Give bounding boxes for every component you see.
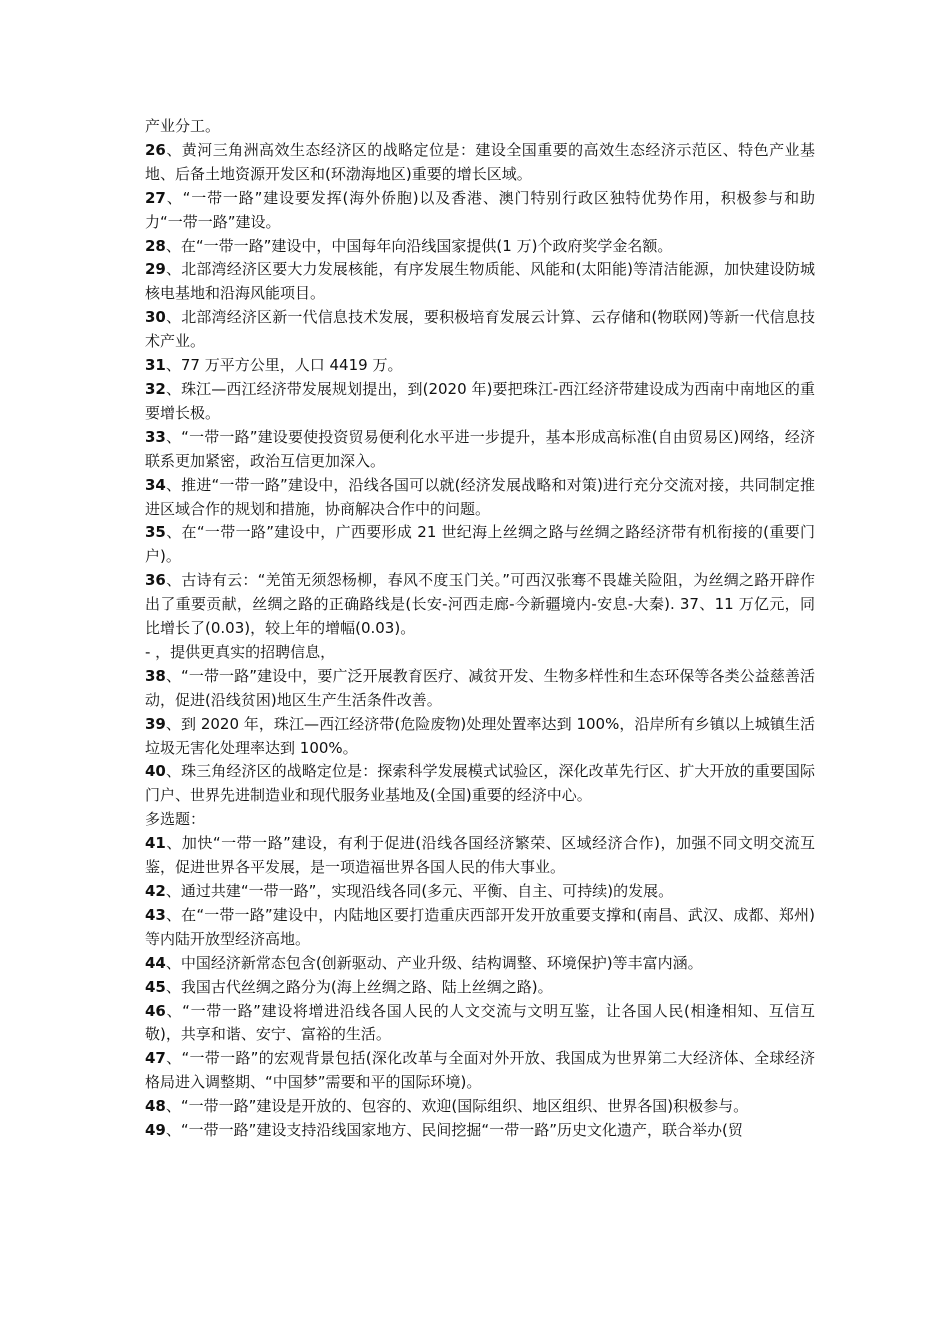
question-26: 26、黄河三角洲高效生态经济区的战略定位是：建设全国重要的高效生态经济示范区、特色产业基地、后备土地资源开发区和(环渤海地区)重要的增长区域。 (145, 140, 815, 183)
question-28: 28、在“一带一路”建设中，中国每年向沿线国家提供(1 万)个政府奖学金名额。 (145, 236, 673, 255)
document-page (145, 115, 815, 1143)
question-43: 43、在“一带一路”建设中，内陆地区要打造重庆西部开发开放重要支撑和(南昌、武汉、成都、郑州)等内陆开放型经济高地。 (145, 905, 815, 948)
section-heading-multiple-choice: 多选题： (145, 810, 206, 829)
question-44: 44、中国经济新常态包含(创新驱动、产业升级、结构调整、环境保护)等丰富内涵。 (145, 953, 703, 972)
question-47: 47、“一带一路”的宏观背景包括(深化改革与全面对外开放、我国成为世界第二大经济体、全球经济格局进入调整期、“中国梦”需要和平的国际环境)。 (145, 1049, 815, 1092)
question-39: 39、到 2020 年，珠江—西江经济带(危险废物)处理处置率达到 100%，沿岸所有乡镇以上城镇生活垃圾无害化处理率达到 100%。 (145, 714, 815, 757)
question-41: 41、加快“一带一路”建设，有利于促进(沿线各国经济繁荣、区域经济合作)，加强不同文明交流互鉴，促进世界各平发展，是一项造福世界各国人民的伟大事业。 (145, 834, 815, 877)
question-49: 49、“一带一路”建设支持沿线国家地方、民间挖掘“一带一路”历史文化遗产，联合举办(贸 (145, 1121, 743, 1140)
question-30: 30、北部湾经济区新一代信息技术发展，要积极培育发展云计算、云存储和(物联网)等新一代信息技术产业。 (145, 308, 815, 351)
question-27: 27、“一带一路”建设要发挥(海外侨胞)以及香港、澳门特别行政区独特优势作用，积极参与和助力“一带一路”建设。 (145, 188, 815, 231)
question-32: 32、珠江—西江经济带发展规划提出，到(2020 年)要把珠江-西江经济带建设成为西南中南地区的重要增长极。 (145, 379, 815, 422)
question-33: 33、“一带一路”建设要使投资贸易便利化水平进一步提升，基本形成高标准(自由贸易区)网络，经济联系更加紧密，政治互信更加深入。 (145, 427, 815, 470)
question-42: 42、通过共建“一带一路”，实现沿线各同(多元、平衡、自主、可持续)的发展。 (145, 882, 674, 900)
question-31: 31、77 万平方公里，人口 4419 万。 (145, 356, 403, 375)
question-45: 45、我国古代丝绸之路分为(海上丝绸之路、陆上丝绸之路)。 (145, 977, 553, 996)
question-29: 29、北部湾经济区要大力发展核能，有序发展生物质能、风能和(太阳能)等清洁能源，加快建设防城核电基地和沿海风能项目。 (145, 260, 815, 303)
question-40: 40、珠三角经济区的战略定位是：探索科学发展模式试验区，深化改革先行区、扩大开放的重要国际门户、世界先进制造业和现代服务业基地及(全国)重要的经济中心。 (145, 762, 815, 805)
question-34: 34、推进“一带一路”建设中，沿线各国可以就(经济发展战略和对策)进行充分交流对接，共同制定推进区域合作的规划和措施，协商解决合作中的问题。 (145, 475, 815, 518)
paragraph-note: - ，提供更真实的招聘信息， (145, 642, 336, 661)
question-48: 48、“一带一路”建设是开放的、包容的、欢迎(国际组织、地区组织、世界各国)积极参与。 (145, 1097, 749, 1116)
question-38: 38、“一带一路”建设中，要广泛开展教育医疗、减贫开发、生物多样性和生态环保等各类公益慈善活动，促进(沿线贫困)地区生产生活条件改善。 (145, 666, 815, 709)
question-46: 46、“一带一路”建设将增进沿线各国人民的人文交流与文明互鉴，让各国人民(相逢相知、互信互敬)，共享和谐、安宁、富裕的生活。 (145, 1001, 815, 1044)
question-36: 36、古诗有云：“羌笛无须怨杨柳，春风不度玉门关。”可西汉张骞不畏雄关险阻，为丝绸之路开辟作出了重要贡献，丝绸之路的正确路线是(长安-河西走廊-今新疆境内-安息-大秦). 37、11 万亿元，同比增长了(0.03)，较上年的增幅(0.03)。 (145, 571, 815, 638)
question-35: 35、在“一带一路”建设中，广西要形成 21 世纪海上丝绸之路与丝绸之路经济带有机衔接的(重要门户)。 (145, 523, 815, 566)
paragraph-fragment: 产业分工。 (145, 117, 221, 135)
